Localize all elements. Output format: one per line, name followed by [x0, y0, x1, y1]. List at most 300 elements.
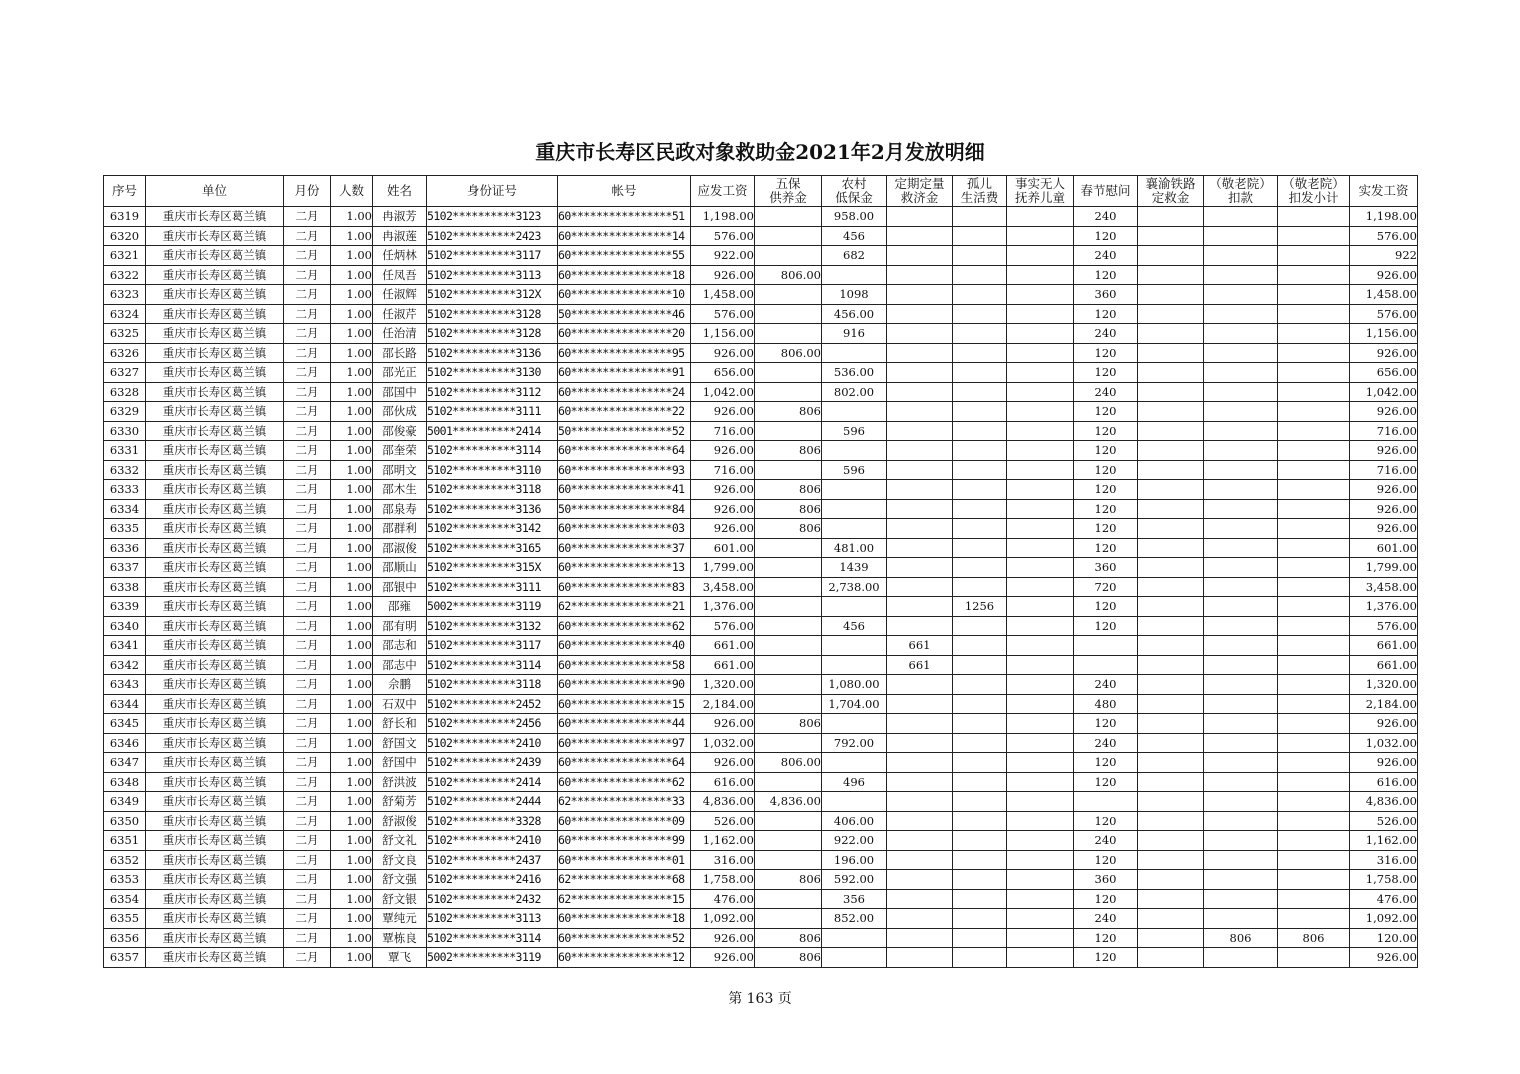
cell-actual: 576.00	[1350, 226, 1418, 246]
cell-seq: 6352	[104, 850, 146, 870]
cell-xiangyu	[1138, 265, 1204, 285]
cell-chunjie: 120	[1074, 402, 1138, 422]
cell-dibao	[822, 265, 887, 285]
table-row	[104, 226, 1418, 246]
cell-count: 1.00	[331, 207, 373, 227]
cell-due: 1,799.00	[691, 558, 755, 578]
cell-wubao	[755, 655, 822, 675]
col-header-count: 人数	[331, 176, 373, 207]
cell-unit: 重庆市长寿区葛兰镇	[146, 538, 284, 558]
cell-shishi	[1007, 772, 1074, 792]
cell-wubao: 806.00	[755, 343, 822, 363]
cell-jlyxj	[1278, 285, 1350, 305]
cell-name: 舒菊芳	[373, 792, 427, 812]
table-row	[104, 753, 1418, 773]
cell-xiangyu	[1138, 519, 1204, 539]
cell-jlyxj	[1278, 246, 1350, 266]
cell-name: 佘鹏	[373, 675, 427, 695]
col-header-wubao: 五保 供养金	[755, 176, 822, 207]
cell-jlykk	[1204, 655, 1278, 675]
cell-account: 60****************83	[558, 577, 691, 597]
cell-actual: 1,758.00	[1350, 870, 1418, 890]
cell-dingqi	[887, 324, 953, 344]
table-row	[104, 265, 1418, 285]
cell-month: 二月	[284, 265, 331, 285]
cell-shishi	[1007, 304, 1074, 324]
cell-wubao	[755, 363, 822, 383]
cell-id: 5102**********2410	[427, 733, 558, 753]
cell-wubao	[755, 616, 822, 636]
cell-dibao	[822, 636, 887, 656]
cell-month: 二月	[284, 616, 331, 636]
cell-due: 576.00	[691, 226, 755, 246]
cell-guer	[953, 324, 1007, 344]
cell-name: 石双中	[373, 694, 427, 714]
cell-unit: 重庆市长寿区葛兰镇	[146, 285, 284, 305]
cell-due: 1,198.00	[691, 207, 755, 227]
cell-chunjie	[1074, 655, 1138, 675]
cell-unit: 重庆市长寿区葛兰镇	[146, 499, 284, 519]
cell-actual: 2,184.00	[1350, 694, 1418, 714]
cell-chunjie: 120	[1074, 421, 1138, 441]
cell-dingqi	[887, 304, 953, 324]
cell-unit: 重庆市长寿区葛兰镇	[146, 714, 284, 734]
cell-jlykk	[1204, 811, 1278, 831]
cell-guer	[953, 733, 1007, 753]
cell-seq: 6334	[104, 499, 146, 519]
cell-id: 5102**********3112	[427, 382, 558, 402]
cell-due: 922.00	[691, 246, 755, 266]
cell-name: 任炳林	[373, 246, 427, 266]
cell-chunjie: 120	[1074, 772, 1138, 792]
col-header-account: 帐号	[558, 176, 691, 207]
cell-dingqi	[887, 928, 953, 948]
cell-actual: 526.00	[1350, 811, 1418, 831]
cell-xiangyu	[1138, 577, 1204, 597]
cell-guer	[953, 382, 1007, 402]
cell-due: 2,184.00	[691, 694, 755, 714]
cell-count: 1.00	[331, 850, 373, 870]
cell-wubao: 806	[755, 928, 822, 948]
cell-jlyxj	[1278, 831, 1350, 851]
cell-dingqi	[887, 382, 953, 402]
cell-jlykk	[1204, 714, 1278, 734]
cell-name: 冉淑芳	[373, 207, 427, 227]
cell-seq: 6331	[104, 441, 146, 461]
cell-actual: 656.00	[1350, 363, 1418, 383]
cell-account: 60****************12	[558, 948, 691, 968]
cell-guer	[953, 655, 1007, 675]
cell-jlykk	[1204, 421, 1278, 441]
cell-chunjie: 240	[1074, 675, 1138, 695]
cell-xiangyu	[1138, 870, 1204, 890]
cell-actual: 4,836.00	[1350, 792, 1418, 812]
cell-xiangyu	[1138, 655, 1204, 675]
cell-jlykk	[1204, 558, 1278, 578]
cell-dingqi	[887, 616, 953, 636]
cell-name: 舒文良	[373, 850, 427, 870]
cell-count: 1.00	[331, 577, 373, 597]
cell-name: 邵国中	[373, 382, 427, 402]
cell-xiangyu	[1138, 597, 1204, 617]
cell-jlyxj	[1278, 402, 1350, 422]
cell-dingqi	[887, 850, 953, 870]
cell-jlykk	[1204, 246, 1278, 266]
cell-actual: 926.00	[1350, 480, 1418, 500]
cell-actual: 716.00	[1350, 460, 1418, 480]
cell-due: 926.00	[691, 519, 755, 539]
cell-jlykk	[1204, 285, 1278, 305]
relief-payment-table	[103, 175, 1418, 968]
cell-month: 二月	[284, 928, 331, 948]
col-header-dibao: 农村 低保金	[822, 176, 887, 207]
cell-actual: 476.00	[1350, 889, 1418, 909]
cell-dibao: 592.00	[822, 870, 887, 890]
cell-guer	[953, 792, 1007, 812]
cell-id: 5102**********3118	[427, 675, 558, 695]
cell-actual: 926.00	[1350, 753, 1418, 773]
cell-id: 5102**********3114	[427, 441, 558, 461]
cell-jlykk	[1204, 850, 1278, 870]
cell-actual: 926.00	[1350, 948, 1418, 968]
cell-chunjie: 120	[1074, 441, 1138, 461]
cell-due: 1,376.00	[691, 597, 755, 617]
cell-chunjie: 120	[1074, 343, 1138, 363]
cell-chunjie: 120	[1074, 265, 1138, 285]
cell-count: 1.00	[331, 655, 373, 675]
cell-unit: 重庆市长寿区葛兰镇	[146, 207, 284, 227]
cell-month: 二月	[284, 636, 331, 656]
cell-xiangyu	[1138, 909, 1204, 929]
cell-dibao: 2,738.00	[822, 577, 887, 597]
cell-due: 926.00	[691, 402, 755, 422]
cell-xiangyu	[1138, 733, 1204, 753]
cell-seq: 6342	[104, 655, 146, 675]
cell-month: 二月	[284, 772, 331, 792]
cell-dingqi	[887, 226, 953, 246]
cell-count: 1.00	[331, 519, 373, 539]
cell-count: 1.00	[331, 831, 373, 851]
cell-account: 60****************14	[558, 226, 691, 246]
table-row	[104, 538, 1418, 558]
cell-month: 二月	[284, 909, 331, 929]
cell-unit: 重庆市长寿区葛兰镇	[146, 402, 284, 422]
cell-count: 1.00	[331, 441, 373, 461]
cell-month: 二月	[284, 441, 331, 461]
cell-jlykk	[1204, 265, 1278, 285]
cell-account: 50****************52	[558, 421, 691, 441]
cell-unit: 重庆市长寿区葛兰镇	[146, 733, 284, 753]
cell-unit: 重庆市长寿区葛兰镇	[146, 460, 284, 480]
cell-dingqi	[887, 889, 953, 909]
cell-guer	[953, 246, 1007, 266]
cell-dingqi	[887, 831, 953, 851]
cell-actual: 1,376.00	[1350, 597, 1418, 617]
cell-actual: 922	[1350, 246, 1418, 266]
cell-guer	[953, 811, 1007, 831]
cell-jlyxj	[1278, 772, 1350, 792]
cell-jlyxj	[1278, 811, 1350, 831]
cell-count: 1.00	[331, 304, 373, 324]
table-row	[104, 636, 1418, 656]
cell-jlykk	[1204, 889, 1278, 909]
cell-shishi	[1007, 850, 1074, 870]
cell-guer	[953, 207, 1007, 227]
cell-seq: 6357	[104, 948, 146, 968]
table-row	[104, 343, 1418, 363]
cell-seq: 6320	[104, 226, 146, 246]
cell-due: 926.00	[691, 441, 755, 461]
cell-xiangyu	[1138, 421, 1204, 441]
cell-seq: 6332	[104, 460, 146, 480]
cell-id: 5102**********3118	[427, 480, 558, 500]
col-header-unit: 单位	[146, 176, 284, 207]
cell-wubao	[755, 772, 822, 792]
cell-chunjie: 120	[1074, 928, 1138, 948]
cell-id: 5102**********2439	[427, 753, 558, 773]
cell-name: 舒国文	[373, 733, 427, 753]
cell-dingqi	[887, 402, 953, 422]
cell-shishi	[1007, 207, 1074, 227]
cell-seq: 6343	[104, 675, 146, 695]
cell-shishi	[1007, 909, 1074, 929]
cell-dingqi	[887, 421, 953, 441]
cell-unit: 重庆市长寿区葛兰镇	[146, 382, 284, 402]
cell-count: 1.00	[331, 928, 373, 948]
cell-jlyxj	[1278, 499, 1350, 519]
cell-wubao	[755, 850, 822, 870]
cell-id: 5102**********2423	[427, 226, 558, 246]
table-row	[104, 772, 1418, 792]
table-row	[104, 558, 1418, 578]
cell-seq: 6355	[104, 909, 146, 929]
cell-name: 邵淑俊	[373, 538, 427, 558]
cell-due: 926.00	[691, 499, 755, 519]
cell-seq: 6336	[104, 538, 146, 558]
cell-guer: 1256	[953, 597, 1007, 617]
cell-id: 5102**********3117	[427, 636, 558, 656]
cell-unit: 重庆市长寿区葛兰镇	[146, 675, 284, 695]
cell-jlykk	[1204, 343, 1278, 363]
cell-chunjie: 240	[1074, 382, 1138, 402]
cell-seq: 6356	[104, 928, 146, 948]
col-header-jlyxj: （敬老院） 扣发小计	[1278, 176, 1350, 207]
cell-wubao	[755, 889, 822, 909]
cell-unit: 重庆市长寿区葛兰镇	[146, 558, 284, 578]
cell-actual: 601.00	[1350, 538, 1418, 558]
cell-wubao	[755, 636, 822, 656]
cell-jlyxj	[1278, 304, 1350, 324]
cell-dibao: 1439	[822, 558, 887, 578]
cell-account: 60****************95	[558, 343, 691, 363]
cell-chunjie: 360	[1074, 285, 1138, 305]
col-header-shishi: 事实无人 抚养儿童	[1007, 176, 1074, 207]
cell-seq: 6339	[104, 597, 146, 617]
cell-unit: 重庆市长寿区葛兰镇	[146, 265, 284, 285]
cell-dibao: 922.00	[822, 831, 887, 851]
cell-jlyxj	[1278, 421, 1350, 441]
cell-actual: 926.00	[1350, 441, 1418, 461]
cell-account: 60****************10	[558, 285, 691, 305]
cell-due: 1,458.00	[691, 285, 755, 305]
cell-jlykk	[1204, 382, 1278, 402]
cell-chunjie: 480	[1074, 694, 1138, 714]
cell-name: 冉淑莲	[373, 226, 427, 246]
cell-count: 1.00	[331, 343, 373, 363]
cell-chunjie: 240	[1074, 733, 1138, 753]
cell-shishi	[1007, 889, 1074, 909]
table-row	[104, 441, 1418, 461]
cell-guer	[953, 870, 1007, 890]
cell-due: 1,156.00	[691, 324, 755, 344]
cell-due: 601.00	[691, 538, 755, 558]
col-header-seq: 序号	[104, 176, 146, 207]
cell-due: 576.00	[691, 616, 755, 636]
cell-guer	[953, 285, 1007, 305]
cell-account: 62****************33	[558, 792, 691, 812]
cell-jlykk	[1204, 304, 1278, 324]
cell-id: 5102**********3128	[427, 324, 558, 344]
cell-dibao	[822, 655, 887, 675]
cell-dibao: 596	[822, 460, 887, 480]
cell-due: 4,836.00	[691, 792, 755, 812]
cell-dingqi	[887, 792, 953, 812]
cell-actual: 1,162.00	[1350, 831, 1418, 851]
cell-id: 5102**********3111	[427, 577, 558, 597]
cell-due: 926.00	[691, 265, 755, 285]
cell-account: 60****************64	[558, 441, 691, 461]
cell-seq: 6349	[104, 792, 146, 812]
cell-unit: 重庆市长寿区葛兰镇	[146, 421, 284, 441]
cell-id: 5102**********2456	[427, 714, 558, 734]
cell-dingqi	[887, 772, 953, 792]
cell-account: 60****************09	[558, 811, 691, 831]
cell-guer	[953, 948, 1007, 968]
cell-id: 5102**********2437	[427, 850, 558, 870]
cell-dibao	[822, 499, 887, 519]
cell-jlyxj	[1278, 597, 1350, 617]
cell-id: 5102**********3165	[427, 538, 558, 558]
cell-jlykk	[1204, 597, 1278, 617]
cell-dingqi	[887, 694, 953, 714]
cell-xiangyu	[1138, 382, 1204, 402]
cell-jlykk	[1204, 909, 1278, 929]
cell-jlykk	[1204, 870, 1278, 890]
cell-name: 任治清	[373, 324, 427, 344]
cell-chunjie: 120	[1074, 753, 1138, 773]
cell-id: 5102**********3132	[427, 616, 558, 636]
cell-account: 60****************51	[558, 207, 691, 227]
table-row	[104, 616, 1418, 636]
cell-xiangyu	[1138, 343, 1204, 363]
cell-unit: 重庆市长寿区葛兰镇	[146, 655, 284, 675]
cell-chunjie	[1074, 636, 1138, 656]
cell-seq: 6335	[104, 519, 146, 539]
cell-wubao	[755, 324, 822, 344]
cell-seq: 6330	[104, 421, 146, 441]
cell-xiangyu	[1138, 928, 1204, 948]
cell-count: 1.00	[331, 889, 373, 909]
cell-guer	[953, 909, 1007, 929]
cell-seq: 6353	[104, 870, 146, 890]
cell-month: 二月	[284, 538, 331, 558]
cell-xiangyu	[1138, 246, 1204, 266]
cell-guer	[953, 850, 1007, 870]
cell-shishi	[1007, 753, 1074, 773]
cell-jlyxj	[1278, 226, 1350, 246]
col-header-xiangyu: 襄渝铁路 定救金	[1138, 176, 1204, 207]
cell-jlykk	[1204, 616, 1278, 636]
cell-guer	[953, 889, 1007, 909]
cell-due: 476.00	[691, 889, 755, 909]
cell-guer	[953, 636, 1007, 656]
table-row	[104, 382, 1418, 402]
table-row	[104, 831, 1418, 851]
cell-due: 1,092.00	[691, 909, 755, 929]
cell-seq: 6333	[104, 480, 146, 500]
cell-dibao	[822, 519, 887, 539]
cell-jlykk	[1204, 226, 1278, 246]
cell-dibao: 682	[822, 246, 887, 266]
cell-wubao	[755, 226, 822, 246]
cell-count: 1.00	[331, 909, 373, 929]
cell-xiangyu	[1138, 694, 1204, 714]
cell-due: 926.00	[691, 928, 755, 948]
cell-guer	[953, 928, 1007, 948]
cell-guer	[953, 304, 1007, 324]
cell-actual: 1,198.00	[1350, 207, 1418, 227]
cell-unit: 重庆市长寿区葛兰镇	[146, 246, 284, 266]
cell-dibao: 596	[822, 421, 887, 441]
cell-guer	[953, 831, 1007, 851]
table-row	[104, 519, 1418, 539]
cell-month: 二月	[284, 753, 331, 773]
cell-month: 二月	[284, 850, 331, 870]
cell-actual: 926.00	[1350, 714, 1418, 734]
cell-account: 60****************93	[558, 460, 691, 480]
cell-xiangyu	[1138, 460, 1204, 480]
cell-wubao: 4,836.00	[755, 792, 822, 812]
cell-shishi	[1007, 597, 1074, 617]
cell-count: 1.00	[331, 402, 373, 422]
cell-month: 二月	[284, 402, 331, 422]
cell-chunjie: 240	[1074, 324, 1138, 344]
cell-account: 60****************18	[558, 265, 691, 285]
table-row	[104, 460, 1418, 480]
col-header-id: 身份证号	[427, 176, 558, 207]
cell-chunjie: 360	[1074, 558, 1138, 578]
cell-shishi	[1007, 948, 1074, 968]
cell-chunjie: 240	[1074, 207, 1138, 227]
table-row	[104, 655, 1418, 675]
cell-month: 二月	[284, 792, 331, 812]
cell-wubao: 806.00	[755, 265, 822, 285]
cell-shishi	[1007, 363, 1074, 383]
table-row	[104, 597, 1418, 617]
cell-name: 邵雍	[373, 597, 427, 617]
cell-jlyxj	[1278, 733, 1350, 753]
cell-wubao	[755, 909, 822, 929]
cell-seq: 6348	[104, 772, 146, 792]
cell-chunjie: 720	[1074, 577, 1138, 597]
cell-count: 1.00	[331, 226, 373, 246]
page-title: 重庆市长寿区民政对象救助金2021年2月发放明细	[535, 140, 985, 164]
cell-actual: 1,042.00	[1350, 382, 1418, 402]
cell-xiangyu	[1138, 850, 1204, 870]
cell-shishi	[1007, 616, 1074, 636]
cell-wubao: 806	[755, 948, 822, 968]
cell-jlyxj	[1278, 441, 1350, 461]
